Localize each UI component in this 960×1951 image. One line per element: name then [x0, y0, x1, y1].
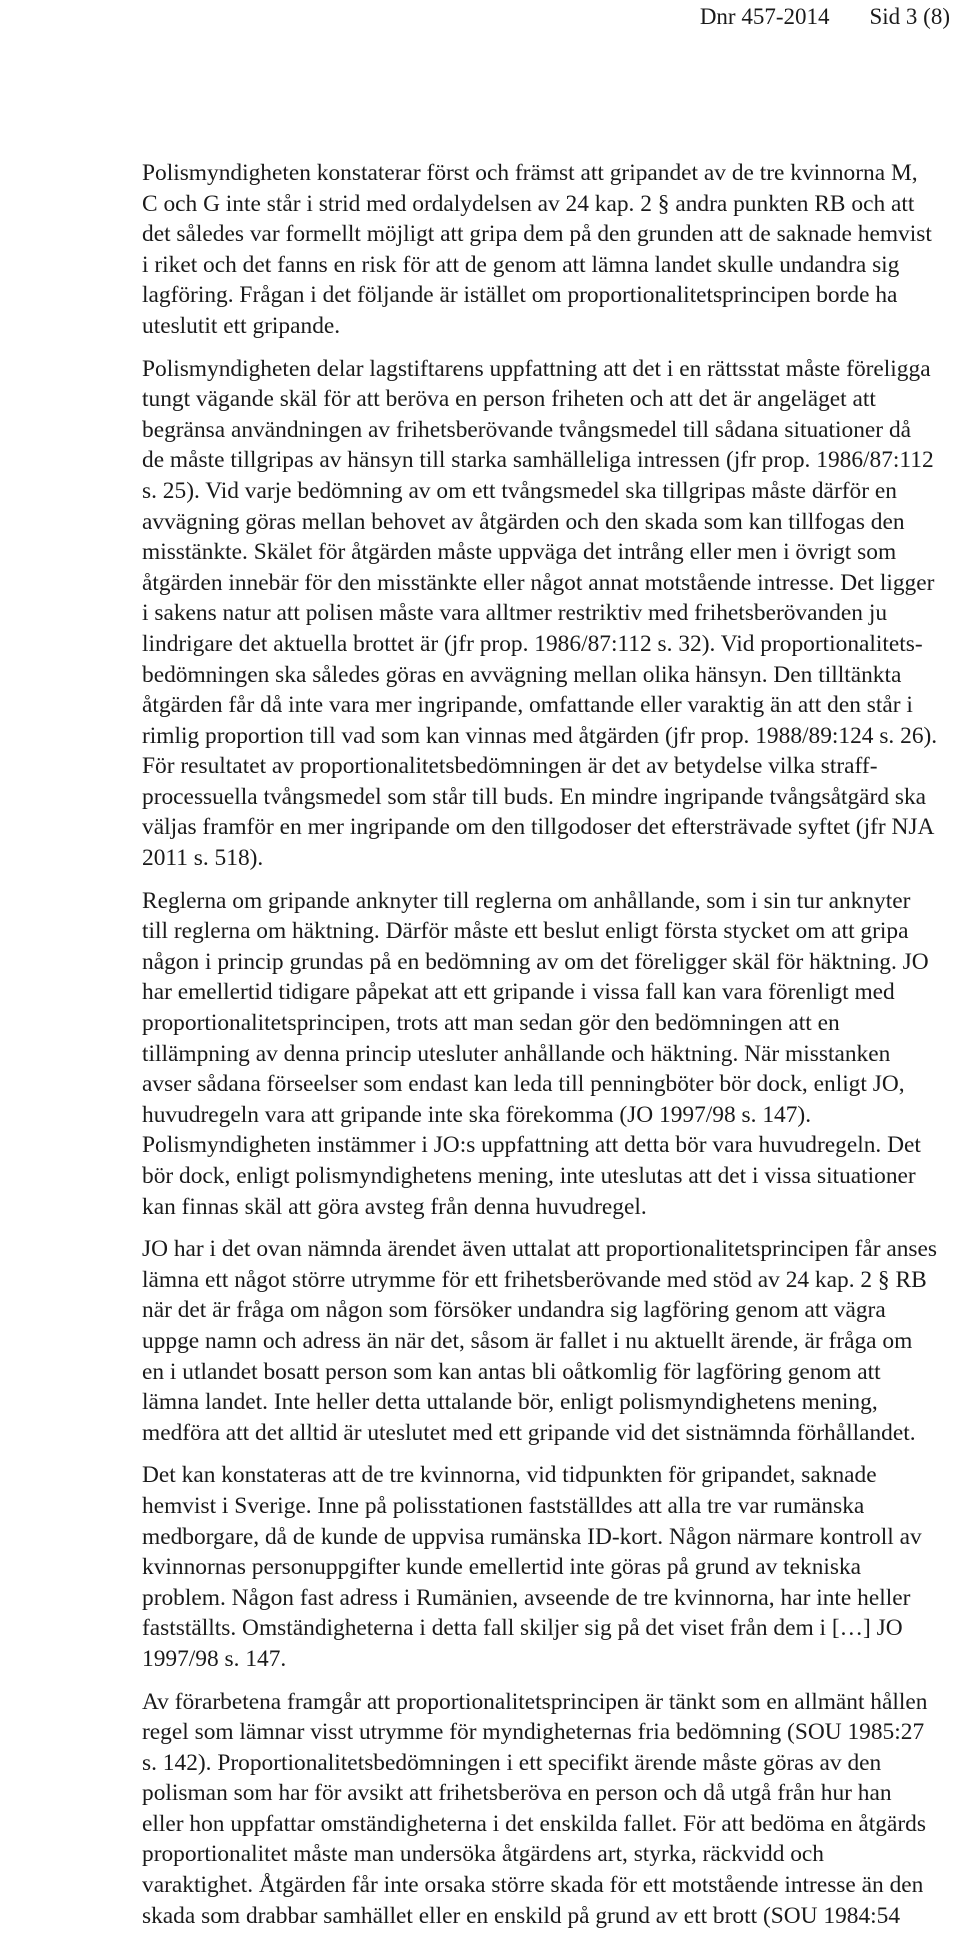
text-line: s. 142). Proportionalitetsbedömningen i ett specifikt ärende måste göras av den	[142, 1749, 882, 1776]
text-line: Reglerna om gripande anknyter till reglerna om anhållande, som i sin tur anknyter	[142, 887, 911, 914]
text-line: C och G inte står i strid med ordalydelsen av 24 kap. 2 § andra punkten RB och att	[142, 190, 915, 217]
text-line: medföra att det alltid är uteslutet med ett gripande vid det sistnämnda förhållandet.	[142, 1419, 916, 1446]
text-line: misstänkte. Skälet för åtgärden måste uppväga det intrång eller men i övrigt som	[142, 539, 897, 566]
paragraph	[142, 158, 932, 342]
text-line: skada som drabbar samhället eller en enskild på grund av ett brott (SOU 1984:54	[142, 1902, 901, 1929]
text-line: medborgare, då de kunde de uppvisa rumänska ID-kort. Någon närmare kontroll av	[142, 1523, 922, 1550]
text-line: lindrigare det aktuella brottet är (jfr prop. 1986/87:112 s. 32). Vid proportionalitets-	[142, 630, 923, 657]
text-line: Polismyndigheten instämmer i JO:s uppfattning att detta bör vara huvudregeln. Det	[142, 1132, 921, 1159]
page-header	[700, 2, 950, 32]
text-line: de måste tillgripas av hänsyn till starka samhälleliga intressen (jfr prop. 1986/87:112	[142, 447, 934, 474]
text-line: väljas framför en mer ingripande om den tillgodoser det eftersträvade syftet (jfr NJA	[142, 814, 935, 841]
text-line: 2011 s. 518).	[142, 845, 264, 872]
text-line: JO har i det ovan nämnda ärendet även uttalat att proportionalitetsprincipen får anses	[142, 1236, 937, 1263]
text-line: Polismyndigheten delar lagstiftarens uppfattning att det i en rättsstat måste föreligga	[142, 355, 931, 382]
text-line: s. 25). Vid varje bedömning av om ett tvångsmedel ska tillgripas måste därför en	[142, 477, 897, 504]
text-line: åtgärden innebär för den misstänkte eller något annat motstående intresse. Det ligger	[142, 569, 935, 596]
paragraph	[142, 1460, 922, 1674]
text-line: i riket och det fanns en risk för att de genom att lämna landet skulle undandra sig	[142, 251, 900, 278]
text-line: tillämpning av denna princip utesluter anhållande och häktning. När misstanken	[142, 1040, 891, 1067]
text-line: lagföring. Frågan i det följande är istället om proportionalitetsprincipen borde ha	[142, 282, 898, 309]
text-line: hemvist i Sverige. Inne på polisstationen fastställdes att alla tre var rumänska	[142, 1492, 865, 1519]
text-line: uppge namn och adress än när det, såsom är fallet i nu aktuellt ärende, är fråga om	[142, 1327, 913, 1354]
text-line: uteslutit ett gripande.	[142, 312, 341, 339]
text-line: bör dock, enligt polismyndighetens mening, inte uteslutas att det i vissa situationer	[142, 1163, 916, 1189]
document-number: Dnr 457-2014	[699, 4, 830, 29]
text-line: huvudregeln vara att gripande inte ska förekomma (JO 1997/98 s. 147).	[142, 1101, 812, 1128]
text-line: eller hon uppfattar omständigheterna i det enskilda fallet. För att bedöma en åtgärds	[142, 1810, 926, 1837]
text-line: tungt vägande skäl för att beröva en person friheten och att det är angeläget att	[142, 386, 876, 413]
text-line: polisman som har för avsikt att frihetsberöva en person och då utgå från hur han	[142, 1780, 892, 1807]
document-body	[142, 158, 938, 1943]
text-line: Polismyndigheten konstaterar först och främst att gripandet av de tre kvinnorna M,	[142, 160, 918, 186]
text-line: någon i princip grundas på en bedömning av om det föreligger skäl för häktning. JO	[142, 948, 929, 975]
text-line: lämna ett något större utrymme för ett frihetsberövande med stöd av 24 kap. 2 § RB	[142, 1266, 927, 1293]
text-line: problem. Någon fast adress i Rumänien, avseende de tre kvinnorna, har inte heller	[142, 1584, 911, 1611]
text-line: kan finnas skäl att göra avsteg från denna huvudregel.	[142, 1193, 647, 1220]
text-line: åtgärden får då inte vara mer ingripande, omfattande eller varaktig än att den står i	[142, 692, 913, 719]
text-line: Det kan konstateras att de tre kvinnorna, vid tidpunkten för gripandet, saknade	[142, 1462, 877, 1489]
paragraph	[142, 886, 929, 1223]
text-line: Av förarbetena framgår att proportionalitetsprincipen är tänkt som en allmänt hållen	[142, 1688, 928, 1715]
paragraph	[142, 1687, 928, 1932]
text-line: har emellertid tidigare påpekat att ett gripande i vissa fall kan vara förenligt med	[142, 979, 895, 1006]
text-line: processuella tvångsmedel som står till buds. En mindre ingripande tvångsåtgärd ska	[142, 783, 927, 810]
text-line: fastställts. Omständigheterna i detta fall skiljer sig på det viset från dem i […] JO	[142, 1615, 903, 1642]
text-line: 1997/98 s. 147.	[142, 1645, 287, 1672]
text-line: kvinnornas personuppgifter kunde emellertid inte göras på grund av tekniska	[142, 1554, 862, 1581]
text-line: För resultatet av proportionalitetsbedömningen är det av betydelse vilka straff-	[142, 753, 878, 780]
text-line: det således var formellt möjligt att gripa dem på den grunden att de saknade hemvist	[142, 221, 932, 248]
paragraph	[142, 354, 938, 874]
text-line: avvägning göras mellan behovet av åtgärden och den skada som kan tillfogas den	[142, 508, 905, 535]
text-line: rimlig proportion till vad som kan vinnas med åtgärden (jfr prop. 1988/89:124 s. 26).	[142, 722, 938, 749]
text-line: när det är fråga om någon som försöker undandra sig lagföring genom att vägra	[142, 1297, 886, 1324]
text-line: i sakens natur att polisen måste vara alltmer restriktiv med frihetsberövanden ju	[142, 600, 888, 627]
text-line: en i utlandet bosatt person som kan antas bli oåtkomlig för lagföring genom att	[142, 1358, 881, 1385]
text-line: lämna landet. Inte heller detta uttalande bör, enligt polismyndighetens mening,	[142, 1389, 878, 1416]
text-line: proportionalitetsprincipen, trots att man sedan gör den bedömningen att en	[142, 1010, 840, 1037]
text-line: varaktighet. Åtgärden får inte orsaka större skada för ett motstående intresse än den	[142, 1872, 924, 1899]
text-line: proportionalitet måste man undersöka åtgärdens art, styrka, räckvidd och	[142, 1841, 825, 1868]
paragraph	[142, 1234, 937, 1448]
text-line: avser sådana förseelser som endast kan leda till penningböter bör dock, enligt JO,	[142, 1071, 905, 1098]
page-number: Sid 3 (8)	[869, 4, 950, 29]
text-line: bedömningen ska således göras en avvägning mellan olika hänsyn. Den tilltänkta	[142, 661, 902, 688]
text-line: regel som lämnar visst utrymme för myndigheternas fria bedömning (SOU 1985:27	[142, 1719, 925, 1746]
text-line: begränsa användningen av frihetsberövande tvångsmedel till sådana situationer då	[142, 416, 912, 443]
text-line: till reglerna om häktning. Därför måste ett beslut enligt första stycket om att gripa	[142, 918, 909, 945]
